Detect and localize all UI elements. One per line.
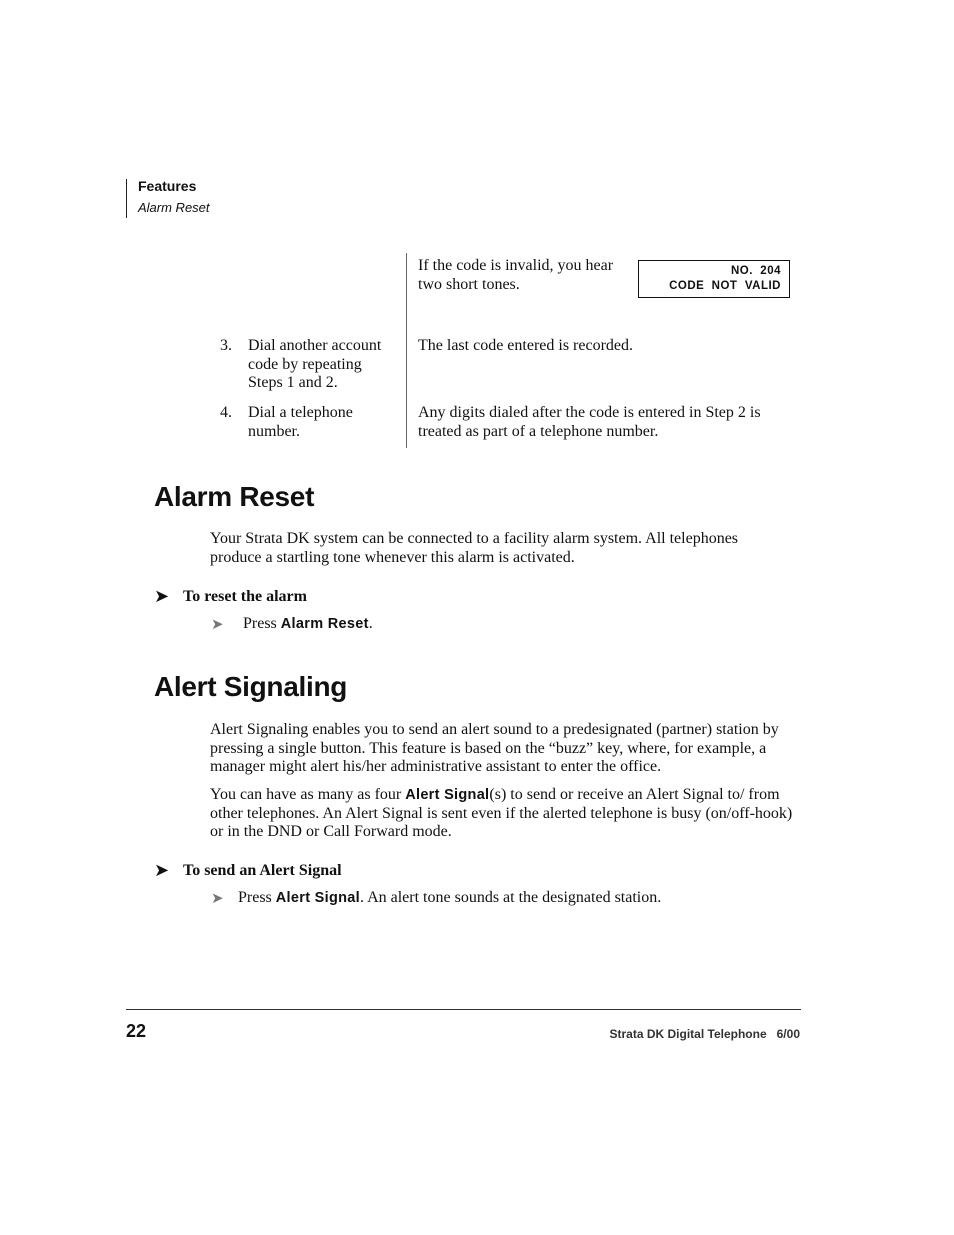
- page-number: 22: [126, 1021, 147, 1041]
- step-action-4: Dial a telephone number.: [248, 404, 353, 440]
- step-result-3: The last code entered is recorded.: [418, 337, 634, 354]
- lcd-line-2: CODE NOT VALID: [669, 280, 781, 292]
- heading-alert-signaling: Alert Signaling: [154, 671, 348, 702]
- table-column-rule: [406, 253, 407, 448]
- header-section: Features: [138, 178, 197, 194]
- header-subsection: Alarm Reset: [138, 200, 210, 215]
- lcd-line-1: NO. 204: [730, 265, 781, 277]
- alert-signaling-para-2: [210, 786, 800, 842]
- step-press-alert-signal: [238, 889, 661, 907]
- procedure-arrow-icon: ➤: [154, 586, 170, 606]
- step-number-4: 4.: [220, 404, 232, 421]
- step-press-label: Press: [238, 889, 272, 906]
- procedure-arrow-icon: ➤: [154, 860, 170, 880]
- procedure-title-alert: To send an Alert Signal: [183, 862, 342, 879]
- footer-publication: Strata DK Digital Telephone 6/00: [609, 1027, 800, 1041]
- step-arrow-icon: ➤: [211, 617, 224, 633]
- footer-rule: [126, 1009, 801, 1010]
- alarm-reset-intro: Your Strata DK system can be connected to a facility alarm system. All telephones produce a startling tone whenever this alarm is activated.: [210, 530, 739, 566]
- step-arrow-icon: ➤: [211, 891, 224, 907]
- para2-end: (s) to send or receive an Alert Signal to/ from other telephones. An Alert Signal is sent even if the alerted telephone is busy (on/off-hook) or in the DND or Call Forward mode.: [210, 786, 793, 840]
- alert-signal-key: Alert Signal: [275, 890, 360, 906]
- step-press-end: . An alert tone sounds at the designated station.: [359, 889, 662, 906]
- alert-signal-key-inline: Alert Signal: [405, 787, 490, 803]
- alert-signaling-para-1: Alert Signaling enables you to send an alert sound to a predesignated (partner) station by pressing a single button. This feature is based on the “buzz” key, where, for example, a manager might alert his/her administrative assistant to enter the office.: [210, 721, 779, 775]
- step-result-4: Any digits dialed after the code is entered in Step 2 is treated as part of a telephone number.: [418, 404, 761, 440]
- procedure-title-reset: To reset the alarm: [183, 588, 307, 605]
- step-press-label: Press: [243, 615, 277, 632]
- alarm-reset-key: Alarm Reset: [280, 616, 369, 632]
- para2-start: You can have as many as four: [210, 786, 402, 803]
- step-action-3: Dial another account code by repeating Steps 1 and 2.: [248, 337, 382, 391]
- step-result-invalid: If the code is invalid, you hear two short tones.: [418, 257, 614, 293]
- step-number-3: 3.: [220, 337, 232, 354]
- step-press-alarm-reset: [243, 615, 373, 633]
- step-press-end: .: [368, 615, 373, 632]
- header-rule: [126, 179, 127, 218]
- lcd-display: [638, 260, 790, 298]
- heading-alarm-reset: Alarm Reset: [154, 481, 315, 512]
